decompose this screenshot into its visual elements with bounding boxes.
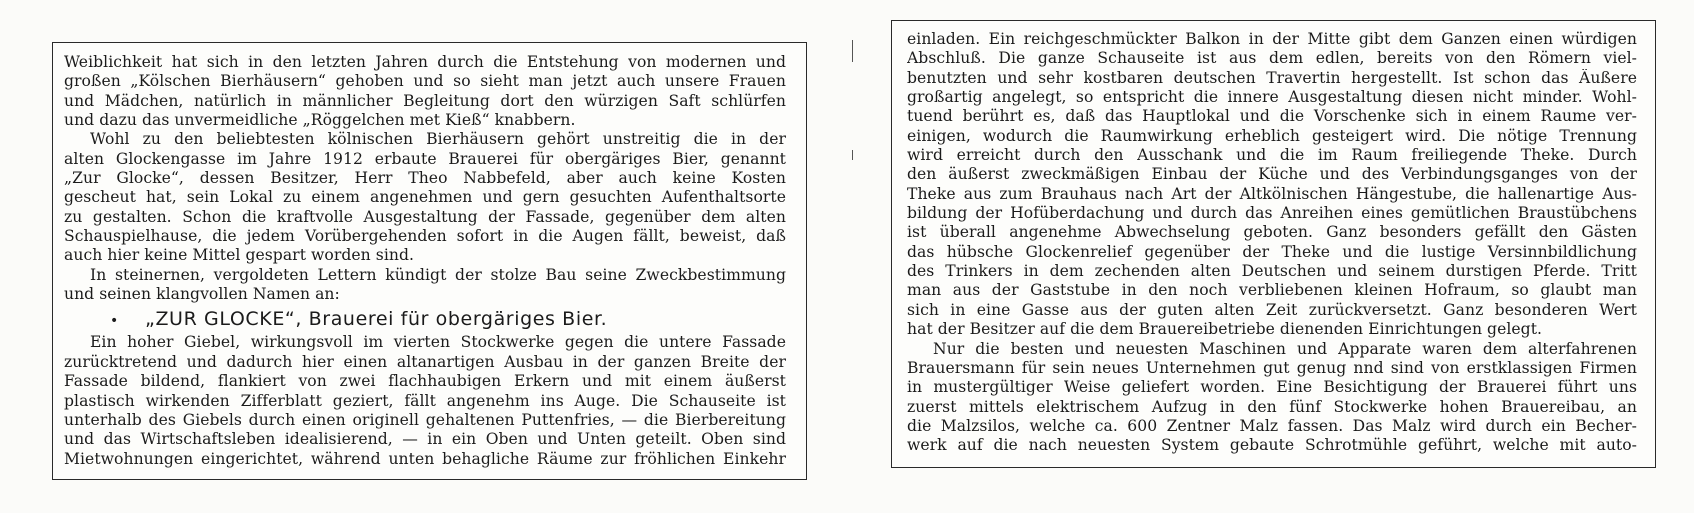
- text-line: Wohl zu den beliebtesten kölnischen Bierhäusern gehört unstreitig die in der: [90, 130, 786, 149]
- text-line: hat der Besitzer auf die dem Brauereibetriebe dienenden Einrichtungen gelegt.: [907, 320, 1543, 339]
- text-line: ist überall angenehme Abwechselung geboten. Ganz besonders gefällt den Gästen: [907, 223, 1637, 242]
- right-page-text: [907, 30, 1637, 456]
- text-line: Schauspielhause, die jedem Vorübergehenden sofort in die Augen fällt, beweist, daß: [64, 227, 786, 246]
- bullet-icon: •: [110, 313, 119, 330]
- text-line: und dazu das unvermeidliche „Röggelchen met Kieß“ knabbern.: [64, 111, 576, 130]
- text-line: zu gestalten. Schon die kraftvolle Ausgestaltung der Fassade, gegenüber dem alten: [64, 207, 786, 226]
- text-line: Ein hoher Giebel, wirkungsvoll im vierten Stockwerke gegen die untere Fassade: [90, 333, 786, 352]
- text-line: alten Glockengasse im Jahre 1912 erbaute Brauerei für obergäriges Bier, genannt: [64, 149, 786, 168]
- text-line: einladen. Ein reichgeschmückter Balkon in der Mitte gibt dem Ganzen einen würdigen: [907, 30, 1637, 48]
- text-line: tuend berührt es, daß das Hauptlokal und die Vorschenke sich in einem Raume ver-: [907, 107, 1637, 126]
- text-line: man aus der Gaststube in den noch verbliebenen kleinen Hofraum, so glaubt man: [907, 281, 1637, 300]
- text-line: bildung der Hofüberdachung und durch das Anreihen eines gemütlichen Braustübchens: [907, 204, 1637, 223]
- text-line: und das Wirtschaftsleben idealisierend, — in ein Oben und Unten geteilt. Oben sind: [64, 430, 786, 449]
- text-line: auch hier keine Mittel gespart worden sind.: [64, 246, 414, 265]
- text-line: benutzten und sehr kostbaren deutschen Travertin hergestellt. Ist schon das Äußere: [907, 68, 1637, 87]
- text-line: Weiblichkeit hat sich in den letzten Jahren durch die Entstehung von modernen und: [64, 53, 786, 71]
- text-line: das hübsche Glockenrelief gegenüber der Theke und die lustige Versinnbildlichung: [907, 242, 1637, 261]
- text-line: des Trinkers in dem zechenden alten Deutschen und seinem durstigen Pferde. Tritt: [907, 262, 1637, 281]
- text-line: gescheut hat, sein Lokal zu einem angenehmen und gern gesuchten Aufenthaltsorte: [64, 188, 786, 207]
- left-page-text: [64, 53, 786, 469]
- text-line: in mustergültiger Weise geliefert worden. Eine Besichtigung der Brauerei führt uns: [907, 378, 1637, 397]
- text-line: großartig angelegt, so entspricht die innere Ausgestaltung diesen nicht minder. Wohl-: [907, 88, 1637, 107]
- text-line: unterhalb des Giebels durch einen originell gehaltenen Puttenfries, — die Bierbereitung: [64, 410, 786, 429]
- text-line: Mietwohnungen eingerichtet, während unten behagliche Räume zur fröhlichen Einkehr: [64, 449, 786, 468]
- text-line: und seinen klangvollen Namen an:: [64, 285, 340, 304]
- text-line: zurücktretend und dadurch hier einen altanartigen Ausbau in der ganzen Breite der: [64, 352, 786, 371]
- text-line: zuerst mittels elektrischem Aufzug in den fünf Stockwerke hohen Brauereibau, an: [907, 397, 1637, 416]
- gutter-mark: [852, 150, 853, 160]
- left-paragraphs-bottom: [64, 333, 786, 468]
- text-line: Nur die besten und neuesten Maschinen und Apparate waren dem alterfahrenen: [933, 339, 1637, 358]
- motto-text: „ZUR GLOCKE“, Brauerei für obergäriges Bier.: [145, 308, 608, 331]
- gutter-mark: [852, 40, 853, 62]
- text-line: den äußerst zweckmäßigen Einbau der Küche und des Verbindungsganges von der: [907, 165, 1637, 184]
- text-line: die Malzsilos, welche ca. 600 Zentner Malz fassen. Das Malz wird durch ein Becher-: [907, 416, 1637, 435]
- left-paragraphs-top: [64, 53, 786, 304]
- text-line: „Zur Glocke“, dessen Besitzer, Herr Theo Nabbefeld, aber auch keine Kosten: [64, 169, 786, 188]
- text-line: Brauersmann für sein neues Unternehmen gut genug nnd sind von erstklassigen Firmen: [907, 358, 1637, 377]
- text-line: Theke aus zum Brauhaus nach Art der Altkölnischen Hängestube, die hallenartige Aus-: [907, 184, 1637, 203]
- motto-line: [64, 307, 786, 332]
- text-line: Abschluß. Die ganze Schauseite ist aus dem edlen, bereits von den Römern viel-: [907, 49, 1637, 68]
- text-line: sich in eine Gasse aus der guten alten Zeit zurückversetzt. Ganz besonderen Wert: [907, 300, 1637, 319]
- text-line: großen „Kölschen Bierhäusern“ gehoben und so sieht man jetzt auch unsere Frauen: [64, 72, 786, 91]
- text-line: Fassade bildend, flankiert von zwei flachhaubigen Erkern und mit einem äußerst: [64, 372, 786, 391]
- text-line: In steinernen, vergoldeten Lettern kündigt der stolze Bau seine Zweckbestimmung: [90, 265, 786, 284]
- text-line: und Mädchen, natürlich in männlicher Begleitung dort den würzigen Saft schlürfen: [64, 91, 786, 110]
- text-line: plastisch wirkenden Zifferblatt geziert, fällt angenehm ins Auge. Die Schauseite ist: [64, 391, 786, 410]
- text-line: werk auf die nach neuesten System gebaute Schrotmühle geführt, welche mit auto-: [907, 436, 1637, 455]
- text-line: einigen, wodurch die Raumwirkung erheblich gesteigert wird. Die nötige Trennung: [907, 126, 1637, 145]
- text-line: wird erreicht durch den Ausschank und die im Raum freiliegende Theke. Durch: [907, 146, 1637, 165]
- right-paragraphs: [907, 30, 1637, 456]
